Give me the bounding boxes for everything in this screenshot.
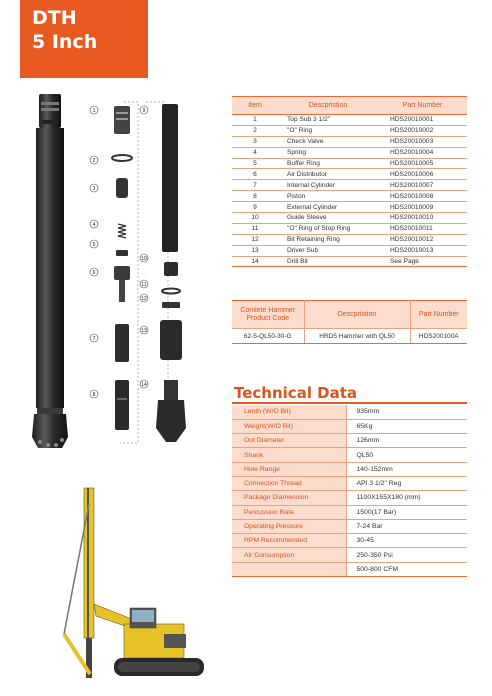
technical-data-rule [232,402,467,404]
part-description: Top Sub 3 1/2" [278,115,378,126]
callout-7: 7 [92,336,96,342]
part-description: Driver Sub [278,245,378,256]
spec-value: 65Kg [346,419,467,433]
part-number: HDS20010009 [378,202,467,213]
part-item-number: 1 [232,115,278,126]
part-item-number: 2 [232,125,278,136]
parts-table-row [232,234,467,245]
callout-5: 5 [92,242,96,248]
part-description: Spring [278,147,378,158]
assembled-hammer-image [26,92,74,452]
parts-table-row [232,213,467,224]
callout-14: 14 [141,382,147,388]
part-description: Air Distributor [278,169,378,180]
parts-table-row [232,169,467,180]
technical-data-row [232,505,467,519]
technical-data-row [232,434,467,448]
parts-table-row [232,136,467,147]
part-number: HDS20010010 [378,213,467,224]
technical-data-row [232,448,467,462]
technical-data-row [232,562,467,576]
technical-data-row [232,548,467,562]
spec-value: 7-24 Bar [346,519,467,533]
exploded-parts-diagram [84,98,214,448]
technical-data-table [232,405,467,577]
part-description: Buffer Ring [278,158,378,169]
callout-12: 12 [141,296,147,302]
part-description: External Cylinder [278,202,378,213]
technical-data-row [232,419,467,433]
technical-data-row [232,491,467,505]
part-number: HDS20010003 [378,136,467,147]
col-product-code [232,301,304,329]
col-product-part: Part Number [410,301,467,329]
spec-value: 30-45 [346,534,467,548]
parts-table-row [232,147,467,158]
part-description: "O" Ring [278,125,378,136]
parts-table-row [232,256,467,267]
technical-data-row [232,462,467,476]
spec-value: 250-350 Psi [346,548,467,562]
spec-label: Out Diameter [232,434,346,448]
part-number: HDS20010002 [378,125,467,136]
part-item-number: 7 [232,180,278,191]
part-item-number: 10 [232,213,278,224]
callout-4: 4 [92,222,96,228]
spec-value: 140-152mm [346,462,467,476]
parts-table-row [232,202,467,213]
title-line-2: 5 Inch [32,31,98,53]
part-number: HDS20010011 [378,223,467,234]
spec-label: Hole Range [232,462,346,476]
part-item-number: 6 [232,169,278,180]
spec-label: Shank [232,448,346,462]
part-item-number: 3 [232,136,278,147]
callout-10: 10 [141,256,147,262]
col-item: Item [232,97,278,115]
part-description: Internal Cylinder [278,180,378,191]
callout-11: 11 [141,282,147,288]
technical-data-row [232,534,467,548]
col-description: Descpristion [278,97,378,115]
spec-label [232,562,346,576]
part-description: Bit Retaining Ring [278,234,378,245]
part-number: HDS20010008 [378,191,467,202]
part-item-number: 8 [232,191,278,202]
part-number: HDS20010001 [378,115,467,126]
parts-table-row [232,180,467,191]
callout-6: 6 [92,270,96,276]
callout-8: 8 [92,392,96,398]
part-description: Guide Sleeve [278,213,378,224]
parts-table-row [232,125,467,136]
title-line-1: DTH [32,7,77,29]
spec-value: API 3 1/2" Reg [346,476,467,490]
parts-table-row [232,115,467,126]
part-description: Drill Bit [278,256,378,267]
col-part-number: Part Number [378,97,467,115]
drilling-rig-image [24,484,214,689]
product-code-heading-line-1: Comlete Hammer [240,306,296,314]
spec-label: Lenth (W/O Bit) [232,405,346,419]
spec-label: Operating Pressure [232,519,346,533]
technical-data-row [232,405,467,419]
col-product-desc: Descpristion [304,301,410,329]
part-number: HDS20010006 [378,169,467,180]
parts-table-header [232,97,467,115]
product-description: HRD5 Hammer with QL50 [304,329,410,344]
callout-2: 2 [92,158,96,164]
callout-9: 9 [142,108,146,114]
part-number: HDS20010007 [378,180,467,191]
parts-table [232,96,467,267]
part-item-number: 14 [232,256,278,267]
callout-3: 3 [92,186,96,192]
part-description: "O" Ring of Stop Ring [278,223,378,234]
technical-data-row [232,476,467,490]
title-block [20,0,148,78]
spec-label: Connection Thread [232,476,346,490]
spec-value: 935mm [346,405,467,419]
product-code-table [232,300,467,344]
part-item-number: 5 [232,158,278,169]
product-table-header [232,301,467,329]
spec-label: Package Diamension [232,491,346,505]
part-item-number: 12 [232,234,278,245]
spec-label: Air Consumption [232,548,346,562]
spec-value: 1500(17 Bar) [346,505,467,519]
product-row [232,329,467,344]
part-description: Piston [278,191,378,202]
spec-value: 500-800 CFM [346,562,467,576]
part-item-number: 11 [232,223,278,234]
spec-value: 126mm [346,434,467,448]
parts-table-row [232,191,467,202]
part-description: Check Valve [278,136,378,147]
part-number: HDS20010013 [378,245,467,256]
spec-label: Percussion Rate [232,505,346,519]
part-item-number: 13 [232,245,278,256]
product-code: 62-5-QL50-30-G [232,329,304,344]
parts-table-row [232,245,467,256]
part-number: HDS20010012 [378,234,467,245]
part-number: HDS20010004 [378,147,467,158]
part-item-number: 9 [232,202,278,213]
callout-13: 13 [141,328,147,334]
parts-table-row [232,223,467,234]
spec-value: QL50 [346,448,467,462]
parts-table-row [232,158,467,169]
spec-label: RPM Recommended [232,534,346,548]
part-number: See Page [378,256,467,267]
callout-1: 1 [92,108,96,114]
spec-value: 1100X155X180 (mm) [346,491,467,505]
part-number: HDS20010005 [378,158,467,169]
product-code-heading-line-2: Product Code [246,314,290,322]
part-item-number: 4 [232,147,278,158]
technical-data-title: Technical Data [234,384,358,402]
product-part-number: HDS200100A [410,329,467,344]
spec-label: Weight(W/O Bit) [232,419,346,433]
technical-data-row [232,519,467,533]
